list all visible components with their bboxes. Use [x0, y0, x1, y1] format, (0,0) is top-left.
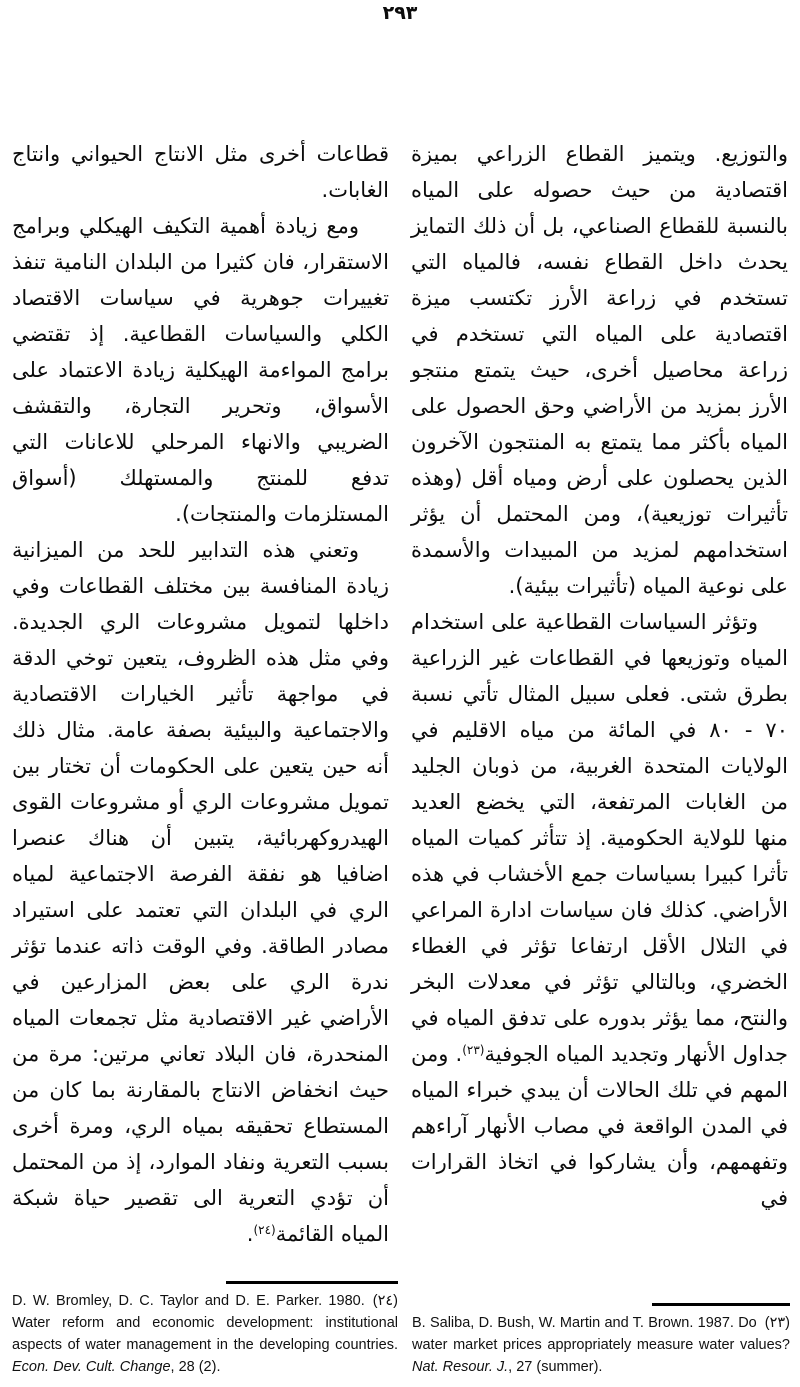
footnote-text-run: D. W. Bromley, D. C. Taylor and D. E. Parker. 1980. Water reform and economic development: institutional aspects of water management in the developing countries. [12, 1293, 398, 1353]
footnote-reference: (٢٤) [253, 1223, 276, 1237]
paragraph [411, 604, 788, 1216]
text-columns [12, 136, 788, 1252]
text-run: وتعني هذه التدابير للحد من الميزانية زيادة المنافسة بين مختلف القطاعات وفي داخلها لتمويل مشروعات الري الجديدة. وفي مثل هذه الظروف، يتعين توخي الدقة في مواجهة تأثير الخيارات الاقتصادية والاجتماعية والبيئية بصفة عامة. مثال ذلك أنه حين يتعين على الحكومات أن تختار بين تمويل مشروعات الري أو مشروعات القوى الهيدروكهربائية، يتبين أن هناك عنصرا اضافيا هو نفقة الفرصة الاجتماعية لمياه الري في البلدان التي تعتمد على استيراد مصادر الطاقة. وفي الوقت ذاته عندما تؤثر ندرة الري على بعض المزارعين في الأراضي غير الاقتصادية مثل تجمعات المياه المنحدرة، فان البلاد تعاني مرتين: مرة من حيث انخفاض الانتاج بالمقارنة بما كان من المستطاع تحقيقه بمياه الري، ومرة أخرى بسبب التعرية ونفاد الموارد، إذ من المحتمل أن تؤدي التعرية الى تقصير حياة شبكة المياه القائمة [12, 538, 389, 1246]
text-run: ومع زيادة أهمية التكيف الهيكلي وبرامج الاستقرار، فان كثيرا من البلدان النامية تنفذ تغييرات جوهرية في سياسات الاقتصاد الكلي والسياسات القطاعية. إذ تقتضي برامج المواءمة الهيكلية زيادة الاعتماد على الأسواق، وتحرير التجارة، والتقشف الضريبي والانهاء المرحلي للاعانات التي تدفع للمنتج والمستهلك (أسواق المستلزمات والمنتجات). [12, 214, 389, 526]
footnote-right [412, 1303, 790, 1378]
text-run: وتؤثر السياسات القطاعية على استخدام المياه وتوزيعها في القطاعات غير الزراعية بطرق شتى. فعلى سبيل المثال تأتي نسبة ٧٠ - ٨٠ في المائة من مياه الاقليم في الولايات المتحدة الغربية، من ذوبان الجليد من الغابات المرتفعة، التي يخضع العديد منها للولاية الحكومية. إذ تتأثر كميات المياه تأثرا كبيرا بسياسات جمع الأخشاب في هذه الأراضي. كذلك فان سياسات ادارة المراعي في التلال الأقل ارتفاعا تؤثر في الغطاء الخضري، وبالتالي تؤثر في معدلات البخر والنتح، مما يؤثر بدوره على تدفق المياه في جداول الأنهار وتجديد المياه الجوفية [411, 610, 788, 1066]
page-number: ٢٩٣ [382, 2, 418, 24]
footnote-text-run: , 28 (2). [170, 1359, 221, 1375]
paragraph [12, 532, 389, 1252]
footnote-number: (٢٤) [372, 1293, 398, 1309]
column-right [411, 136, 788, 1252]
text-run: والتوزيع. ويتميز القطاع الزراعي بميزة اقتصادية من حيث حصوله على المياه بالنسبة للقطاع الصناعي، بل أن ذلك التمايز يحدث داخل القطاع نفسه، فالمياه التي تستخدم في زراعة الأرز تكتسب ميزة اقتصادية على المياه التي تستخدم في زراعة محاصيل أخرى، حيث يتمتع منتجو الأرز بمزيد من الأراضي وحق الحصول على المياه بأكثر مما يتمتع به المنتجون الآخرون الذين يحصلون على أرض ومياه أقل (وهذه تأثيرات توزيعية)، ومن المحتمل أن يؤثر استخدامهم لمزيد من المبيدات والأسمدة على نوعية المياه (تأثيرات بيئية). [411, 142, 788, 598]
text-run: . [246, 1222, 254, 1246]
footnote-text-run: , 27 (summer). [508, 1359, 603, 1375]
text-run: . ومن المهم في تلك الحالات أن يبدي خبراء المياه في المدن الواقعة في مصاب الأنهار آراءهم وتفهمهم، وأن يشاركوا في اتخاذ القرارات في [411, 1042, 788, 1210]
footnote-text-run: B. Saliba, D. Bush, W. Martin and T. Brown. 1987. Do water market prices appropriately measure water values? [412, 1315, 790, 1353]
journal-title: Econ. Dev. Cult. Change [12, 1359, 171, 1375]
paragraph [12, 136, 389, 208]
footnote-text [412, 1312, 790, 1378]
column-left [12, 136, 389, 1252]
footnote-number: (٢٣) [764, 1315, 790, 1331]
footnote-text [12, 1290, 398, 1378]
paragraph [12, 208, 389, 532]
journal-title: Nat. Resour. J. [412, 1359, 509, 1375]
footnote-left [12, 1281, 398, 1378]
footnote-rule [226, 1281, 398, 1284]
footnote-rule [652, 1303, 790, 1306]
text-run: قطاعات أخرى مثل الانتاج الحيواني وانتاج الغابات. [12, 142, 389, 202]
paragraph [411, 136, 788, 604]
footnote-reference: (٢٣) [462, 1043, 485, 1057]
